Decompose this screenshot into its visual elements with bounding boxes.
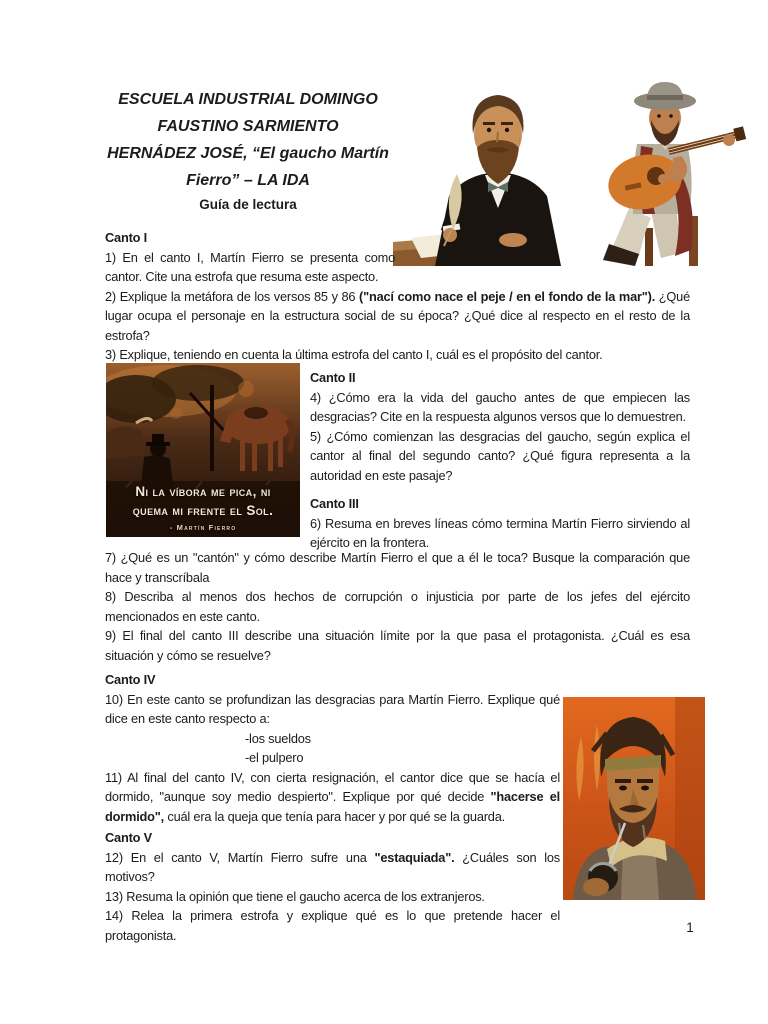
text-line: 9) El final del canto III describe una situación límite por la que pasa el protagonista. ¿Cuál es esa [105,628,690,643]
text-line: dormido, "aunque soy medio despierto". Explique por qué decide "hacerse el [105,789,560,804]
eyebrow-icon [637,779,653,783]
eye-icon [619,786,627,791]
page-number: 1 [686,920,694,935]
question-11 [105,768,560,827]
text-line: estrofa? [105,327,150,343]
text-line: 5) ¿Cómo comienzan las desgracias del gaucho, según explica el [310,428,690,444]
question-3 [105,345,690,365]
question-14 [105,906,560,945]
text-line: ejército en la frontera. [310,535,429,550]
tree-icon [152,365,244,401]
question-2 [105,287,690,346]
martin-fierro-portrait [563,697,705,900]
question-4 [310,388,690,427]
document-title [92,86,404,216]
question-12 [105,848,560,887]
text-line: motivos? [105,869,155,884]
section-canto-1 [105,228,690,365]
section-canto-2-3-column [310,368,690,553]
text-line: 8) Describa al menos dos hechos de corrupción o injusticia por parte de los jefes del ejército [105,589,690,604]
question-1 [105,248,395,287]
question-9 [105,626,690,665]
text-line: lugar ocupa el personaje en la estructura social de su época? ¿Qué dice al respecto en el resto de la [105,308,690,323]
canto-3-heading: Canto III [310,496,359,511]
text-line: mencionados en este canto. [105,608,260,624]
section-canto-4 [105,670,560,826]
quote-attribution: - Martín Fierro [169,523,237,532]
text-line: 12) En el canto V, Martín Fierro sufre una "estaquiada". ¿Cuáles son los [105,849,560,865]
martin-fierro-portrait-illustration [563,697,705,900]
title-line: ESCUELA INDUSTRIAL DOMINGO [118,91,378,108]
quote-line: Ni la víbora me pica, ni [135,484,271,499]
canto-4-heading: Canto IV [105,672,156,687]
pole-icon [210,385,214,471]
eyebrow-icon [615,779,631,783]
section-canto-3-questions [105,548,690,665]
text-line: autoridad en este pasaje? [310,467,453,483]
text-line: 7) ¿Qué es un "cantón" y cómo describe Martín Fierro el que a él le toca? Busque la comparación que [105,550,690,565]
title-line: Fierro” – LA IDA [186,172,310,189]
section-canto-5 [105,828,560,945]
question-10 [105,690,560,768]
title-line: HERNÁDEZ JOSÉ, “El gaucho Martín [107,145,389,162]
title-line: FAUSTINO SARMIENTO [157,118,339,135]
hand-icon [723,134,735,146]
text-line: 11) Al final del canto IV, con cierta resignación, el cantor dice que se hacía el [105,769,560,785]
martin-fierro-quote-image [106,363,300,537]
text-line: 2) Explique la metáfora de los versos 85 y 86 ("nací como nace el peje / en el fondo de la mar"). ¿Qué [105,288,691,304]
list-item: -los sueldos [245,730,311,746]
text-line: 10) En este canto se profundizan las desgracias para Martín Fierro. Explique qué [105,691,560,707]
question-5 [310,427,690,486]
quote-line: quema mi frente el Sol. [132,503,274,518]
eye-icon [641,786,649,791]
text-line: 6) Resuma en breves líneas cómo termina Martín Fierro sirviendo al [310,515,690,531]
canto-5-heading: Canto V [105,830,152,845]
question-13 [105,887,560,907]
text-line: dormido", cuál era la queja que tenía para hacer y por qué se la guarda. [105,808,505,824]
text-line: 13) Resuma la opinión que tiene el gaucho acerca de los extranjeros. [105,888,485,904]
text-line: cantor al final del segundo canto? ¿Qué figura representa a la [310,448,690,463]
text-line: 4) ¿Cómo era la vida del gaucho antes de que empiecen las [310,389,690,405]
text-line: situación y cómo se resuelve? [105,647,271,663]
text-line: 14) Relea la primera estrofa y explique qué es lo que pretende hacer el [105,908,560,923]
text-line: desgracias? Cite en la respuesta algunos versos que lo demuestren. [310,409,686,424]
saddle-icon [244,407,268,419]
canto-1-heading: Canto I [105,230,147,245]
text-line: 1) En el canto I, Martín Fierro se presenta como [105,249,395,265]
question-7 [105,548,690,587]
text-line: cantor. Cite una estrofa que resuma este aspecto. [105,269,379,284]
text-line: hace y transcríbala [105,569,210,585]
cattle-icon [106,426,144,459]
canto-2-heading: Canto II [310,370,356,385]
document-subtitle: Guía de lectura [199,197,297,212]
text-line: 3) Explique, teniendo en cuenta la última estrofa del canto I, cuál es el propósito del cantor. [105,347,603,362]
text-line: protagonista. [105,927,177,943]
hand-icon [583,878,609,896]
text-line: dice en este canto respecto a: [105,711,270,726]
list-item: -el pulpero [245,750,304,765]
question-6 [310,514,690,553]
question-8 [105,587,690,626]
